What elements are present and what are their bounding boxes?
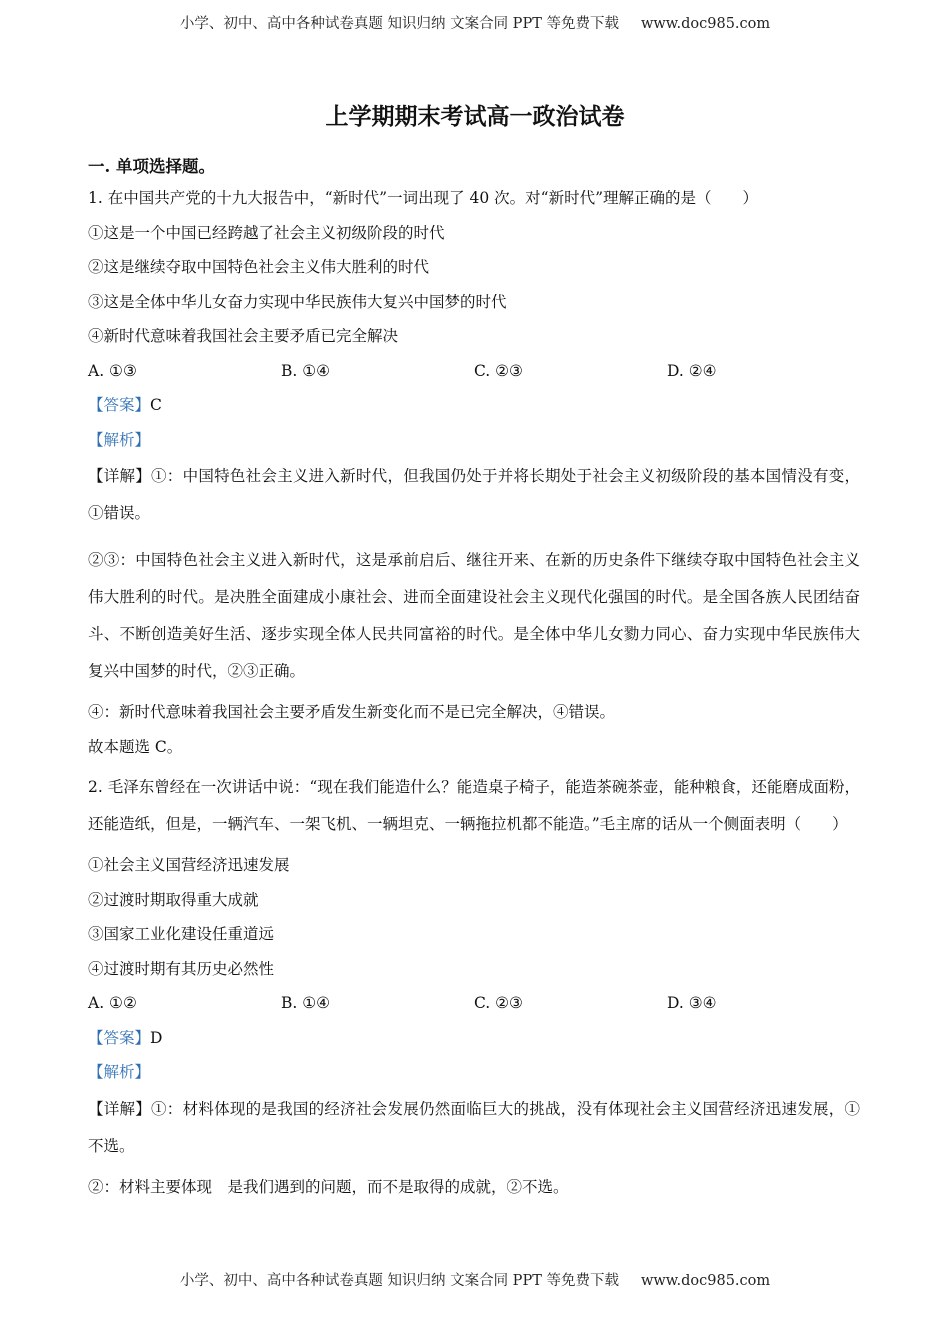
q2-option-b: B. ①④ [281,994,331,1012]
q2-item-2: ②过渡时期取得重大成就 [88,890,259,909]
detail-tag: 【详解】 [88,1099,152,1118]
q1-analysis-label [88,428,860,463]
detail-tag: 【详解】 [88,467,152,485]
header-url[interactable]: www.doc985.com [640,16,771,32]
q2-item-4: ④过渡时期有其历史必然性 [88,959,275,978]
exam-content [88,186,860,1209]
q2-detail-2: ②：材料主要体现 是我们遇到的问题，而不是取得的成就，②不选。 [88,1177,569,1196]
q2-analysis-label [88,1060,860,1095]
footer-url[interactable]: www.doc985.com [640,1273,771,1289]
q1-item-1: ①这是一个中国已经跨越了社会主义初级阶段的时代 [88,223,445,242]
q1-detail-1: 【详解】①：中国特色社会主义进入新时代，但我国仍处于并将长期处于社会主义初级阶段的基本国情没有变，①错误。 [88,467,860,522]
q2-item-3: ③国家工业化建设任重道远 [88,925,275,943]
q2-option-c: C. ②③ [474,994,523,1012]
q1-option-c: C. ②③ [474,361,523,380]
q1-detail-3: ④：新时代意味着我国社会主要矛盾发生新变化而不是已完全解决，④错误。 [88,703,616,721]
page-title: 上学期期末考试高一政治试卷 [325,103,625,130]
q2-answer-value: D [150,1028,163,1047]
q1-option-a: A. ①③ [88,361,137,380]
q2-detail-1: 【详解】①：材料体现的是我国的经济社会发展仍然面临巨大的挑战，没有体现社会主义国营经济迅速发展，①不选。 [88,1099,860,1155]
q2-stem: 2. 毛泽东曾经在一次讲话中说：“现在我们能造什么？能造桌子椅子，能造茶碗茶壶，能种粮食，还能磨成面粉，还能造纸，但是，一辆汽车、一架飞机、一辆坦克、一辆拖拉机都不能造。”毛主席的话从一个侧面表明（ ） [88,778,860,833]
q1-item-3: ③这是全体中华儿女奋力实现中华民族伟大复兴中国梦的时代 [88,292,507,311]
q1-answer-value: C [150,396,162,414]
page-header [0,12,950,33]
footer-text: 小学、初中、高中各种试卷真题 知识归纳 文案合同 PPT 等免费下载 [179,1273,619,1289]
header-text: 小学、初中、高中各种试卷真题 知识归纳 文案合同 PPT 等免费下载 [179,16,619,32]
q1-option-b: B. ①④ [281,361,331,380]
answer-tag: 【答案】 [88,1028,151,1047]
q1-item-2: ②这是继续夺取中国特色社会主义伟大胜利的时代 [88,258,430,276]
q1-conclusion: 故本题选 C。 [88,737,183,756]
q2-options [88,991,860,1026]
q2-option-a: A. ①② [88,994,137,1012]
q1-detail-2: ②③：中国特色社会主义进入新时代，这是承前启后、继往开来、在新的历史条件下继续夺取中国特色社会主义伟大胜利的时代。是决胜全面建成小康社会、进而全面建设社会主义现代化强国的时代。是全国各族人民团结奋斗、不断创造美好生活、逐步实现全体人民共同富裕的时代。是全体中华儿女勠力同心、奋力实现中华民族伟大复兴中国梦的时代，②③正确。 [88,551,860,680]
q1-item-4: ④新时代意味着我国社会主要矛盾已完全解决 [88,327,399,345]
q1-answer [88,393,860,428]
section-heading: 一. 单项选择题。 [88,157,215,176]
analysis-tag: 【解析】 [88,1063,151,1081]
analysis-tag: 【解析】 [88,430,151,449]
q2-item-1: ①社会主义国营经济迅速发展 [88,856,290,874]
q1-option-d: D. ②④ [667,361,717,380]
q1-stem: 1. 在中国共产党的十九大报告中，“新时代”一词出现了 40 次。对“新时代”理解正确的是（ ） [88,189,758,207]
q2-option-d: D. ③④ [667,994,717,1012]
page-footer [0,1269,950,1290]
q1-options [88,359,860,394]
answer-tag: 【答案】 [88,396,151,414]
q2-answer [88,1026,860,1061]
